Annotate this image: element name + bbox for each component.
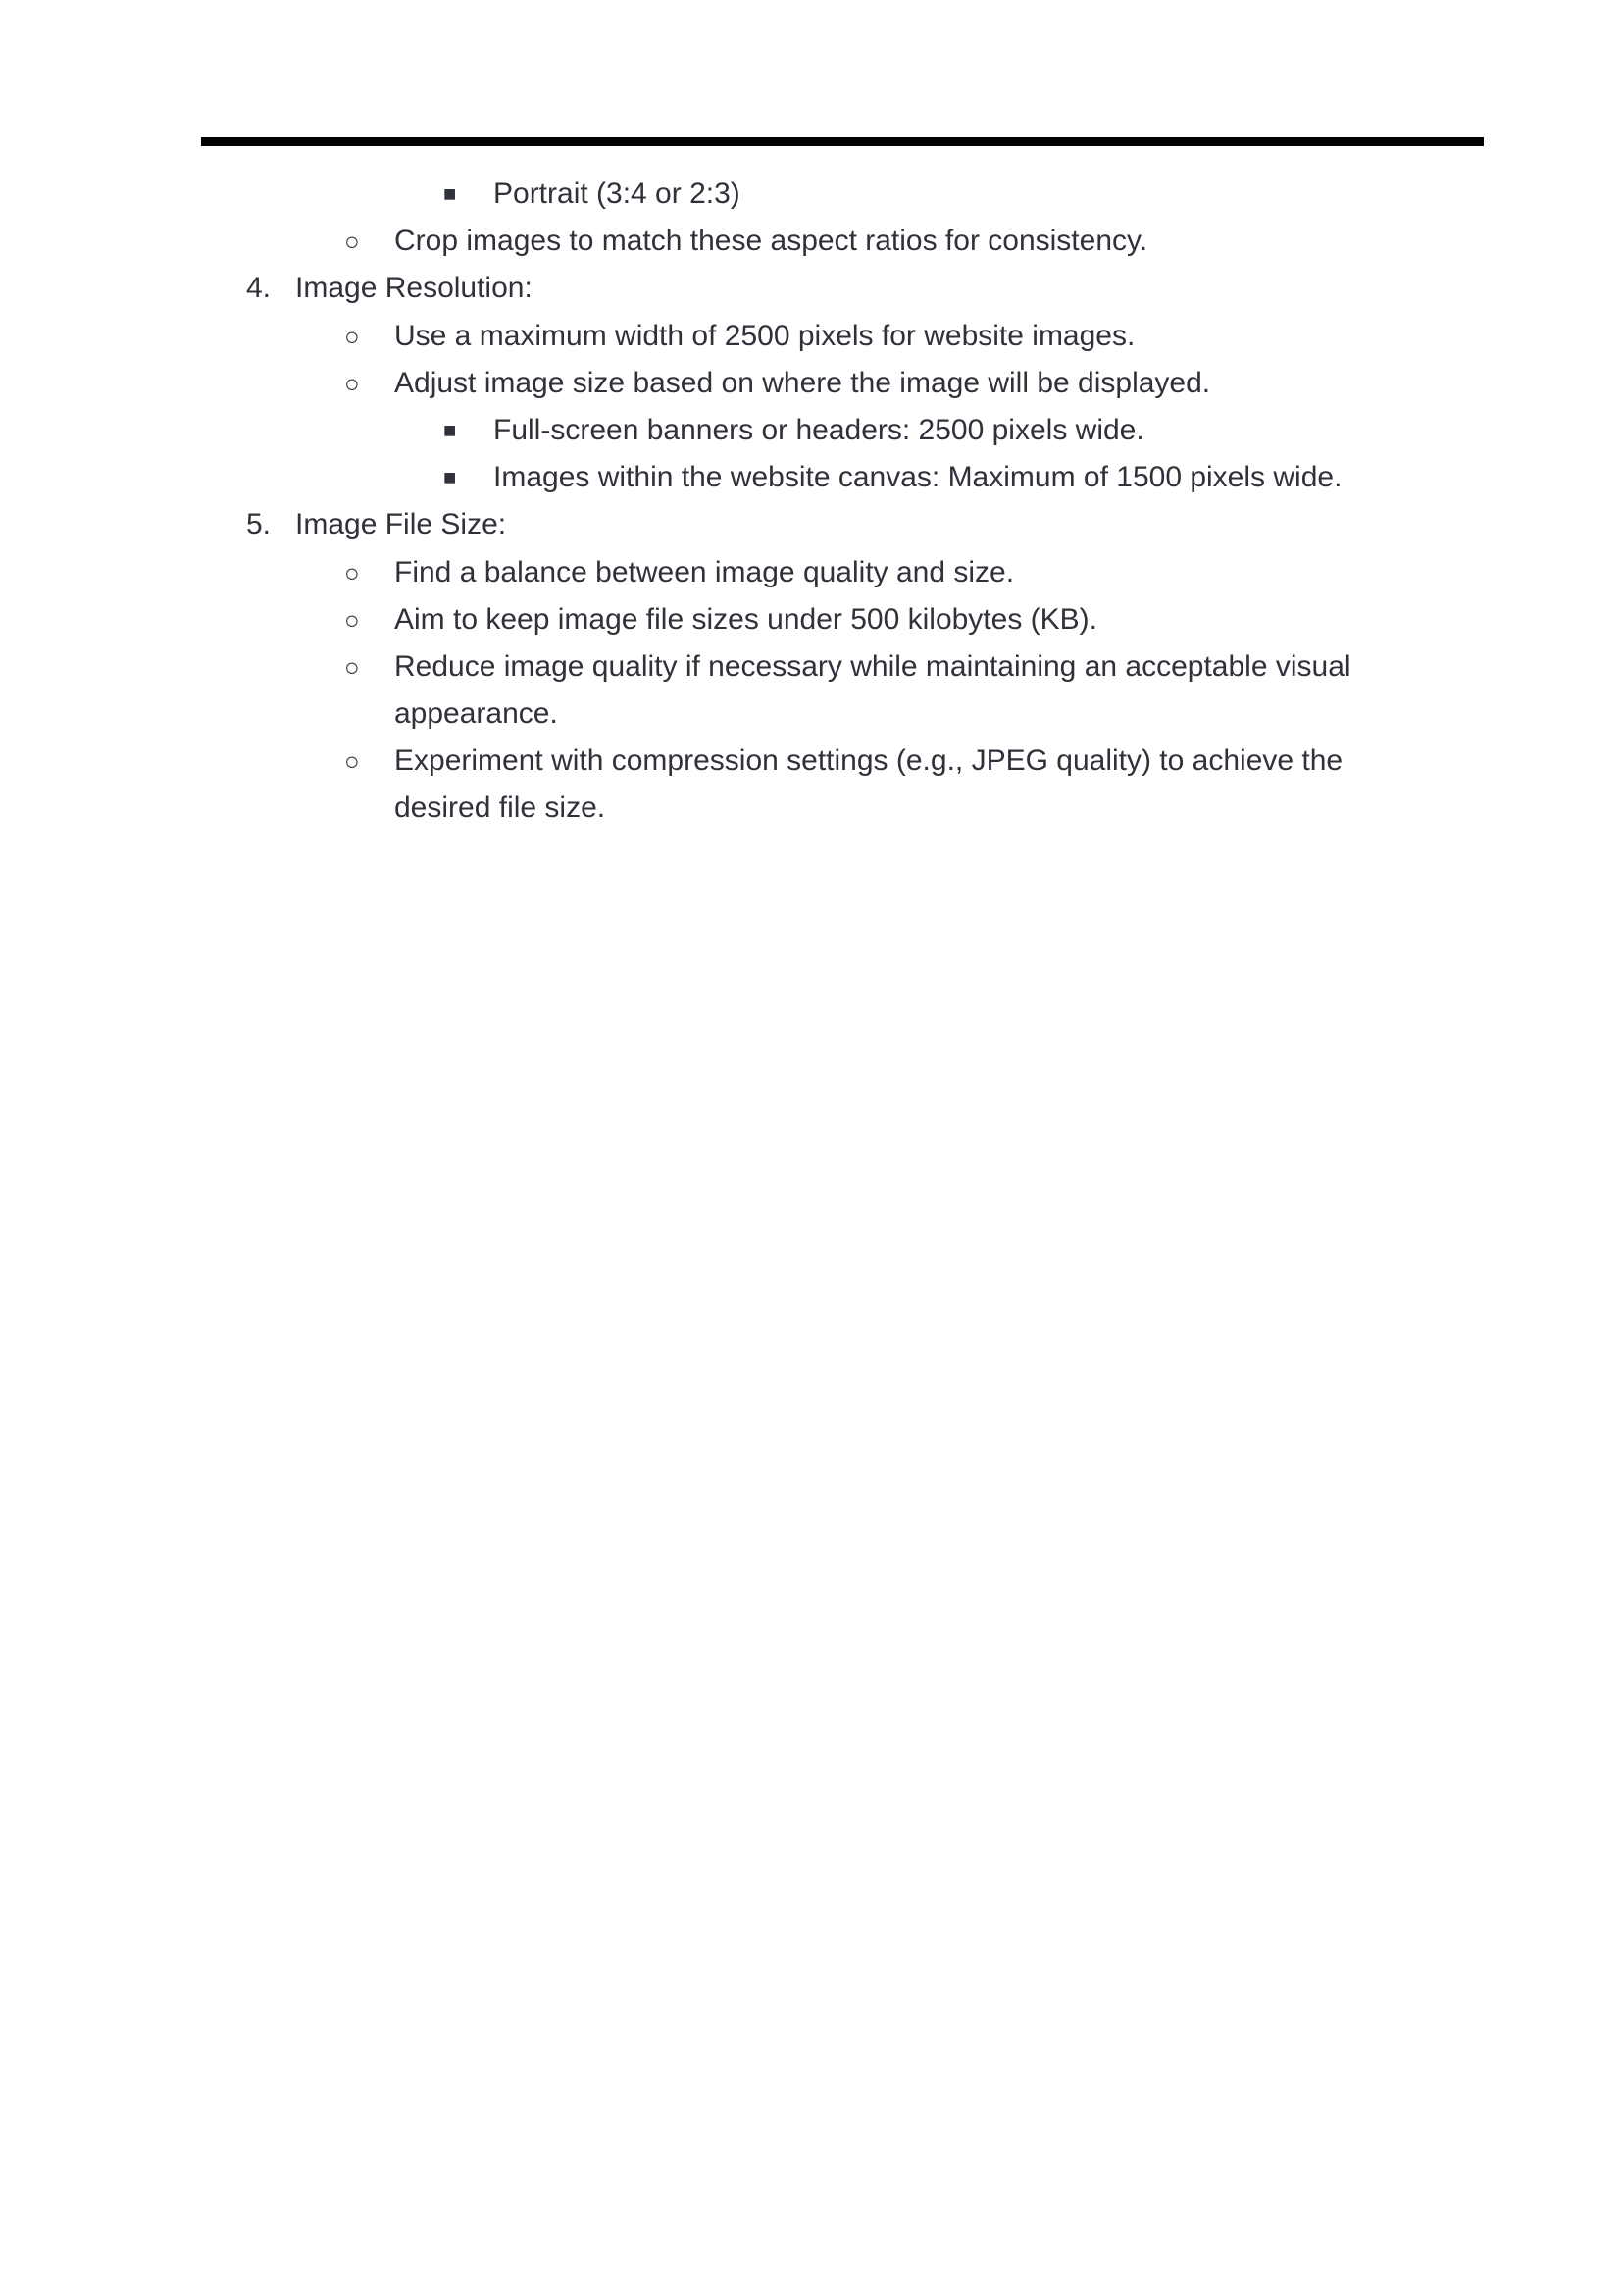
circle-bullet-icon: ○ [344,321,360,351]
circle-bullet-icon: ○ [344,368,360,398]
list-item-text: desired file size. [394,791,606,825]
list-item-text: Use a maximum width of 2500 pixels for website images. [394,319,1136,352]
section-heading: Image File Size: [295,508,507,541]
document-body [0,171,1624,833]
list-item [0,454,1624,501]
list-item [0,596,1624,643]
list-item [0,407,1624,454]
list-item-text: Crop images to match these aspect ratios for consistency. [394,225,1148,258]
list-item-text: Aim to keep image file sizes under 500 kilobytes (KB). [394,602,1097,636]
list-item-text: Adjust image size based on where the image will be displayed. [394,366,1211,399]
circle-bullet-icon: ○ [344,227,360,257]
list-item [0,643,1624,690]
section-heading: Image Resolution: [295,272,533,305]
circle-bullet-icon: ○ [344,746,360,777]
list-item [0,171,1624,218]
numbered-heading-item [0,501,1624,548]
list-item-continuation [0,690,1624,738]
list-item-text: Full-screen banners or headers: 2500 pixels wide. [493,413,1144,446]
square-bullet-icon: ■ [443,181,457,206]
circle-bullet-icon: ○ [344,604,360,635]
list-item [0,218,1624,265]
list-item-text: Portrait (3:4 or 2:3) [493,178,740,210]
list-item-text: Experiment with compression settings (e.g., JPEG quality) to achieve the [394,744,1344,778]
circle-bullet-icon: ○ [344,651,360,682]
list-item [0,313,1624,360]
list-item-text: Images within the website canvas: Maximum of 1500 pixels wide. [493,461,1343,494]
circle-bullet-icon: ○ [344,557,360,587]
list-number: 4. [246,272,272,305]
numbered-heading-item [0,265,1624,312]
list-item-text: appearance. [394,697,558,731]
square-bullet-icon: ■ [443,465,457,490]
list-item [0,360,1624,407]
square-bullet-icon: ■ [443,417,457,442]
list-number: 5. [246,508,272,541]
list-item [0,549,1624,596]
list-item-text: Find a balance between image quality and size. [394,555,1015,588]
list-item-text: Reduce image quality if necessary while maintaining an acceptable visual [394,649,1351,683]
list-item [0,738,1624,785]
list-item-continuation [0,785,1624,832]
top-horizontal-rule [201,137,1484,146]
